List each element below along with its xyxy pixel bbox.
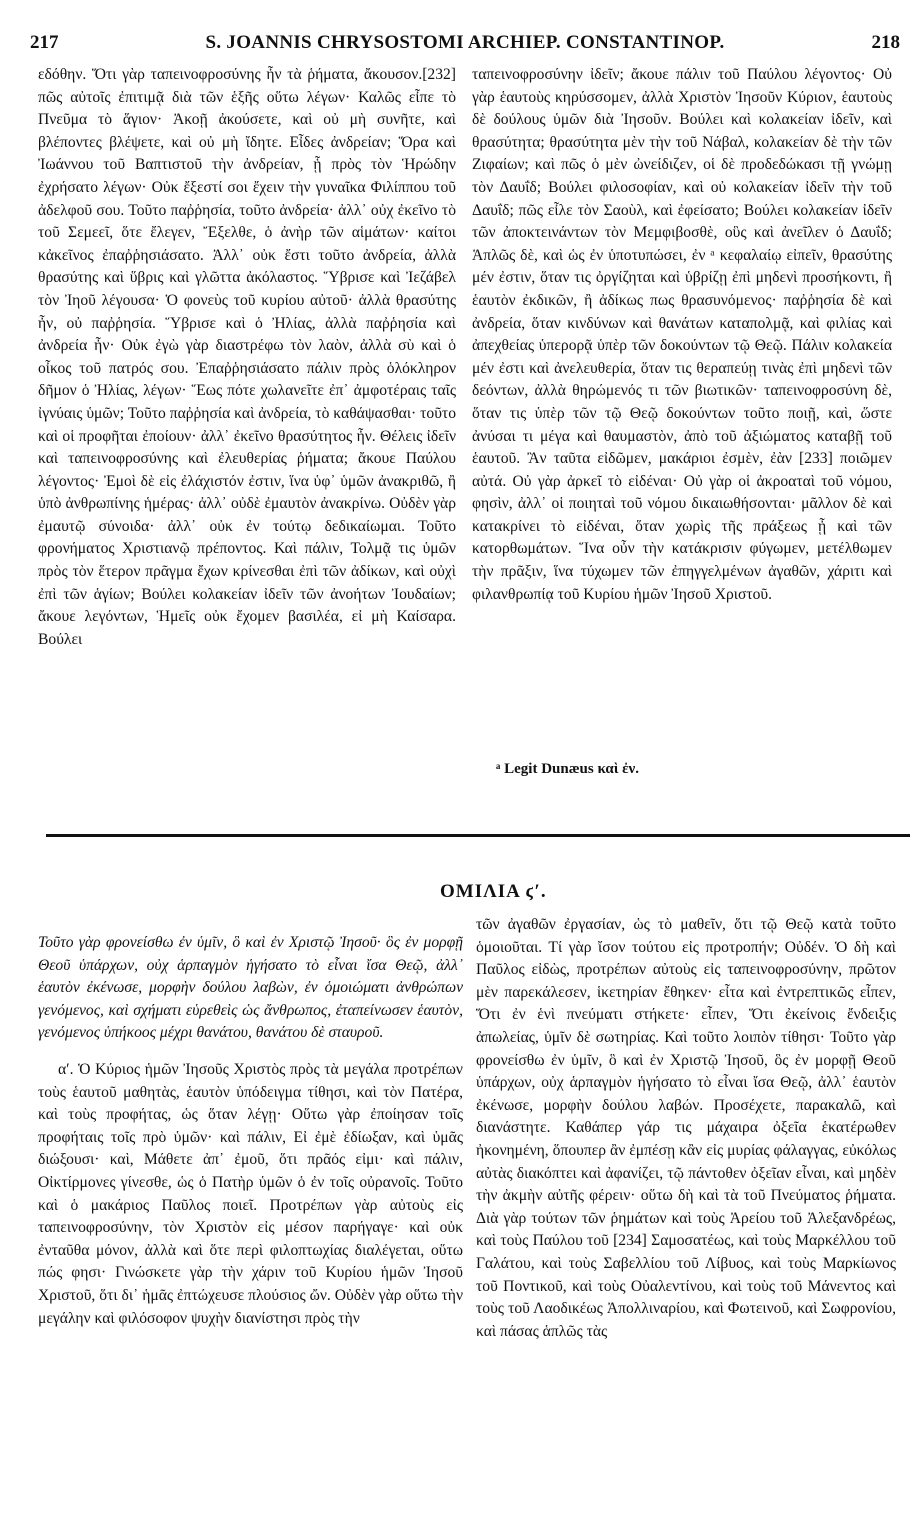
homily-heading: ΟΜΙΛΙΑ ϛ′. [440,881,547,902]
column-right-lower [476,914,896,1528]
footnote: ᵃ Legit Dunæus καὶ ἐν. [496,761,640,777]
paragraph: εδόθην. Ὅτι γὰρ ταπεινοφροσύνης ἦν τὰ ῥήματα, ἄκουσον.[232] πῶς αὐτοῖς ἐπιτιμᾷ διὰ τῶν ἑξῆς οὕτω λέγων· Καλῶς εἶπε τὸ Πνεῦμα τὸ ἅγιον· Ἀκοῇ ἀκούσετε, καὶ οὐ μὴ συνῆτε, καὶ βλέποντες βλέψετε, καὶ οὐ μὴ ἴδητε. Εἶδες ἀνδρείαν; Ὅρα καὶ Ἰωάννου τοῦ Βαπτιστοῦ τὴν ἀνδρείαν, ᾗ πρὸς τὸν Ἡρώδην ἐχρήσατο λέγων· Οὐκ ἔξεστί σοι ἔχειν τὴν γυναῖκα Φιλίππου τοῦ ἀδελφοῦ σου. Τοῦτο παῤῥησία, τοῦτο ἀνδρεία· ἀλλ᾽ οὐχ ἐκεῖνο τὸ τοῦ Σεμεεῖ, ὅτε ἔλεγεν, Ἔξελθε, ὁ ἀνὴρ τῶν αἱμάτων· καίτοι κἀκεῖνος ἐπαῤῥησιάσατο. Ἀλλ᾽ οὐκ ἔστι τοῦτο ἀνδρεία, ἀλλὰ θρασύτης καὶ ὕβρις καὶ γλῶττα ἀκόλαστος. Ὕβρισε καὶ Ἰεζάβελ τὸν Ἰηοῦ λέγουσα· Ὁ φονεὺς τοῦ κυρίου αὐτοῦ· ἀλλὰ θρασύτης ἦν, οὐ παῤῥησία. Ὕβρισε καὶ ὁ Ἠλίας, ἀλλὰ παῤῥησία καὶ ἀνδρεία ἦν· Οὐκ ἐγὼ γὰρ διαστρέφω τὸν λαὸν, ἀλλὰ σὺ καὶ ὁ οἶκος τοῦ πατρός σου. Ἐπαῤῥησιάσατο πάλιν πρὸς ὁλόκληρον δῆμον ὁ Ἠλίας, λέγων· Ἕως πότε χωλανεῖτε ἐπ᾽ ἀμφοτέραις ταῖς ἰγνύαις ὑμῶν; Τοῦτο παῤῥησία καὶ ἀνδρεία, τὸ καθάψασθαι· τοῦτο καὶ οἱ προφῆται ἐποίουν· ἀλλ᾽ ἐκεῖνο θρασύτητος ἦν. Θέλεις ἰδεῖν καὶ ταπεινοφροσύνης καὶ ἐλευθερίας ῥήματα; ἄκουε Παύλου λέγοντος· Ἐμοὶ δὲ εἰς ἐλάχιστόν ἐστιν, ἵνα ὑφ᾽ ὑμῶν ἀνακριθῶ, ἢ ὑπὸ ἀνθρωπίνης ἡμέρας· ἀλλ᾽ οὐδὲ ἐμαυτὸν ἀνακρίνω. Οὐδὲν γὰρ ἐμαυτῷ σύνοιδα· ἀλλ᾽ οὐκ ἐν τούτῳ δεδικαίωμαι. Τοῦτο φρονήματος Χριστιανῷ πρέποντος. Καὶ πάλιν, Τολμᾷ τις ὑμῶν πρὸς τὸν ἕτερον πρᾶγμα ἔχων κρίνεσθαι ἐπὶ τῶν ἀδίκων, καὶ οὐχὶ ἐπὶ τῶν ἁγίων; Βούλει κολακείαν ἰδεῖν τῶν ἀνοήτων Ἰουδαίων; ἄκουε λεγόντων, Ἡμεῖς οὐκ ἔχομεν βασιλέα, εἰ μὴ Καίσαρα. Βούλει [38,66,456,648]
paragraph: α′. Ὁ Κύριος ἡμῶν Ἰησοῦς Χριστὸς πρὸς τὰ μεγάλα προτρέπων τοὺς ἑαυτοῦ μαθητὰς, ἑαυτὸν ὑπόδειγμα τίθησι, καὶ τὸν Πατέρα, καὶ τοὺς προφήτας, ὡς ὅταν λέγῃ· Οὕτω γὰρ ἐποίησαν τοῖς προφήταις τοῖς πρὸ ὑμῶν· καὶ πάλιν, Εἰ ἐμὲ ἐδίωξαν, καὶ ὑμᾶς διώξουσι· καὶ, Μάθετε ἀπ᾽ ἐμοῦ, ὅτι πρᾶός εἰμι· καὶ πάλιν, Οἰκτίρμονες γίνεσθε, ὡς ὁ Πατὴρ ὑμῶν ὁ ἐν τοῖς οὐρανοῖς. Τοῦτο καὶ ὁ μακάριος Παῦλος ποιεῖ. Προτρέπων γὰρ αὐτοὺς εἰς ταπεινοφροσύνην, τὸν Χριστὸν εἰς μέσον παρήγαγε· καὶ οὐκ ἐνταῦθα μόνον, ἀλλὰ καὶ ὅτε περὶ φιλοπτωχίας διαλέγεται, οὕτω πώς φησι· Γινώσκετε γὰρ τὴν χάριν τοῦ Κυρίου ἡμῶν Ἰησοῦ Χριστοῦ, ὅτι δι᾽ ἡμᾶς ἐπτώχευσε πλούσιος ὤν. Οὐδὲν γὰρ οὕτω τὴν μεγάλην καὶ φιλόσοφον ψυχὴν διανίστησι πρὸς τὴν [38,1060,463,1327]
page-number-left: 217 [30,32,59,53]
column-right-upper [472,64,892,744]
column-left-lower [38,932,463,1528]
column-left-upper [38,64,456,794]
running-header [30,32,900,58]
paragraph: ταπεινοφροσύνην ἰδεῖν; ἄκουε πάλιν τοῦ Παύλου λέγοντος· Οὐ γὰρ ἑαυτοὺς κηρύσσομεν, ἀλλὰ Χριστὸν Ἰησοῦν Κύριον, ἑαυτοὺς δὲ δούλους ὑμῶν διὰ Ἰησοῦν. Βούλει καὶ κολακείαν ἰδεῖν, καὶ θρασύτητα; θρασύτητα μὲν τὴν τοῦ Νάβαλ, κολακείαν δὲ τὴν τῶν Ζιφαίων; καὶ πῶς ὁ μὲν ὠνείδιζεν, οἱ δὲ προδεδώκασι τῇ γνώμῃ τὸν Δαυΐδ; Βούλει φιλοσοφίαν, καὶ οὐ κολακείαν ἰδεῖν τὴν τοῦ Δαυΐδ; πῶς εἶλε τὸν Σαοὺλ, καὶ ἐφείσατο; Βούλει κολακείαν ἰδεῖν τῶν ἀποκτεινάντων τὸν Μεμφιβοσθὲ, οὓς καὶ ἀνεῖλεν ὁ Δαυΐδ; Ἁπλῶς δὲ, καὶ ὡς ἐν ὑποτυπώσει, ἐν ᵃ κεφαλαίῳ εἰπεῖν, θρασύτης μέν ἐστιν, ὅταν τις ὀργίζηται καὶ ὑβρίζῃ ἐπὶ μηδενὶ προσήκοντι, ἢ ἑαυτὸν ἐκδικῶν, ἢ ἀδίκως πως θρασυνόμενος· παῤῥησία δὲ καὶ ἀνδρεία, ὅταν κινδύνων καὶ θανάτων καταπολμᾷ, καὶ φιλίας καὶ ἀπεχθείας ὑπερορᾷ ὑπὲρ τῶν δοκούντων τῷ Θεῷ. Πάλιν κολακεία μέν ἐστι καὶ ἀνελευθερία, ὅταν τις θεραπεύῃ τινὰς ἐπὶ μηδενὶ τῶν δεόντων, ἀλλὰ θηρώμενός τι τῶν βιωτικῶν· ταπεινοφροσύνη δὲ, ὅταν τις ὑπὲρ τῶν τῷ Θεῷ δοκούντων τοῦτο ποιῇ, καὶ, ὥστε ἀνύσαι τι μέγα καὶ θαυμαστὸν, ἀπὸ τοῦ ἀξιώματος καταβῇ τοῦ ἑαυτοῦ. Ἂν ταῦτα εἰδῶμεν, μακάριοι ἐσμὲν, ἐὰν [233] ποιῶμεν αὐτά. Οὐ γὰρ ἀρκεῖ τὸ εἰδέναι· Οὐ γὰρ οἱ ἀκροαταὶ τοῦ νόμου, φησὶν, ἀλλ᾽ οἱ ποιηταὶ τοῦ νόμου δικαιωθήσονται· μᾶλλον δὲ καὶ κατακρίνει τὸ εἰδέναι, ὅταν χωρὶς τῆς πράξεως ᾖ καὶ τῶν κατορθωμάτων. Ἵνα οὖν τὴν κατάκρισιν φύγωμεν, μετέλθωμεν τὴν πρᾶξιν, ἵνα τύχωμεν τῶν ἐπηγγελμένων ἀγαθῶν, χάριτι καὶ φιλανθρωπίᾳ τοῦ Κυρίου ἡμῶν Ἰησοῦ Χριστοῦ. [472,66,892,603]
running-title: S. JOANNIS CHRYSOSTOMI ARCHIEP. CONSTANTINOP. [205,32,725,53]
section-divider [46,834,910,837]
paragraph: τῶν ἀγαθῶν ἐργασίαν, ὡς τὸ μαθεῖν, ὅτι τῷ Θεῷ κατὰ τοῦτο ὁμοιοῦται. Τί γὰρ ἴσον τούτου εἰς προτροπήν; Οὐδέν. Ὁ δὴ καὶ Παῦλος εἰδὼς, προτρέπων αὐτοὺς εἰς ταπεινοφροσύνην, πρῶτον μὲν παρεκάλεσεν, ἱκετηρίαν ἔθηκεν· εἶτα καὶ ἐντρεπτικῶς εἶπεν, Ὅτι ἐν ἑνὶ πνεύματι στήκετε· εἶπεν, Ὅτι ἐκείνοις ἔνδειξις ἀπωλείας, ὑμῖν δὲ σωτηρίας. Καὶ τοῦτο λοιπὸν τίθησι· Τοῦτο γὰρ φρονείσθω ἐν ὑμῖν, ὃ καὶ ἐν Χριστῷ Ἰησοῦ, ὃς ἐν μορφῇ Θεοῦ ὑπάρχων, οὐχ ἁρπαγμὸν ἡγήσατο τὸ εἶναι ἴσα Θεῷ, ἀλλ᾽ ἑαυτὸν ἐκένωσε, μορφὴν δούλου λαβών. Προσέχετε, παρακαλῶ, καὶ διανάστητε. Καθάπερ γάρ τις μάχαιρα ὀξεῖα ἑκατέρωθεν ἠκονημένη, ὅπουπερ ἂν ἐμπέσῃ κἂν εἰς μυρίας φάλαγγας, εὐκόλως αὐτὰς διακόπτει καὶ ἀφανίζει, τῷ πάντοθεν ὀξεῖαν εἶναι, καὶ μηδὲν τὴν ἀκμὴν αὐτῆς φέρειν· οὕτω δὴ καὶ τὰ τοῦ Πνεύματος ῥήματα. Διὰ γὰρ τούτων τῶν ῥημάτων καὶ τοὺς Ἀρείου τοῦ Ἀλεξανδρέως, καὶ τοὺς Παύλου τοῦ [234] Σαμοσατέως, καὶ τοὺς Μαρκέλλου τοῦ Γαλάτου, καὶ τοὺς Σαβελλίου τοῦ Λίβυος, καὶ τοὺς Μαρκίωνος τοῦ Ποντικοῦ, καὶ τοὺς Οὐαλεντίνου, καὶ τοὺς τοῦ Μάνεντος καὶ τοὺς τοῦ Λαοδικέως Ἀπολλιναρίου, καὶ Φωτεινοῦ, καὶ Σωφρονίου, καὶ πάσας ἁπλῶς τὰς [476,916,896,1340]
scripture-verse: Τοῦτο γὰρ φρονείσθω ἐν ὑμῖν, ὃ καὶ ἐν Χριστῷ Ἰησοῦ· ὃς ἐν μορφῇ Θεοῦ ὑπάρχων, οὐχ ἁρπαγμὸν ἡγήσατο τὸ εἶναι ἴσα Θεῷ, ἀλλ᾽ ἑαυτὸν ἐκένωσε, μορφὴν δούλου λαβὼν, ἐν ὁμοιώματι ἀνθρώπων γενόμενος, καὶ σχήματι εὑρεθεὶς ὡς ἄνθρωπος, ἐταπείνωσεν ἑαυτὸν, γενόμενος ὑπήκοος μέχρι θανάτου, θανάτου δὲ σταυροῦ. [38,934,463,1042]
page-number-right: 218 [871,32,900,53]
